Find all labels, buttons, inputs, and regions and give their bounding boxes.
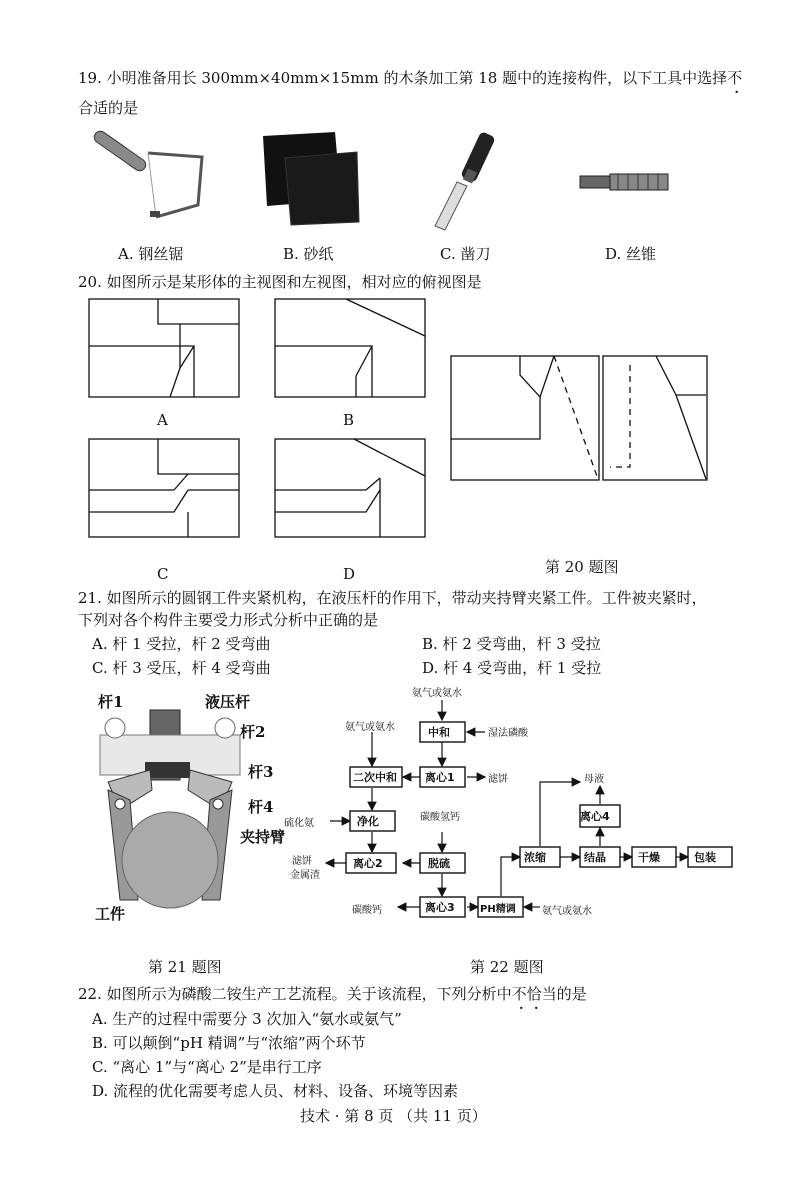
q20-view-b (274, 298, 426, 398)
q20-caption: 第 20 题图 (545, 558, 619, 576)
fc-centrifuge2: 离心2 (353, 857, 383, 870)
q21-option-d[interactable]: D. 杆 4 受弯曲，杆 1 受拉 (422, 659, 602, 677)
q22-caption: 第 22 题图 (470, 958, 544, 976)
fc-purify: 净化 (357, 815, 379, 828)
fc-pack: 包装 (694, 851, 716, 864)
label-workpiece: 工件 (95, 905, 126, 923)
page-footer: 技术 · 第 8 页 （共 11 页） (300, 1107, 487, 1125)
q19-stem (78, 66, 742, 90)
q20-view-d (274, 438, 426, 538)
q22-option-d[interactable]: D. 流程的优化需要考虑人员、材料、设备、环境等因素 (92, 1082, 459, 1100)
q19-emphasis: 不 (727, 69, 743, 87)
q22-option-c[interactable]: C. “离心 1”与“离心 2”是串行工序 (92, 1058, 322, 1076)
q22-stem (78, 982, 587, 1006)
q21-option-c[interactable]: C. 杆 3 受压，杆 4 受弯曲 (92, 659, 271, 677)
fc-neutralize: 中和 (428, 726, 450, 739)
fc-cake-metal-2: 金属渣 (290, 870, 320, 881)
tap-image (578, 170, 673, 200)
q22-flowchart (280, 680, 780, 920)
q21-option-a[interactable]: A. 杆 1 受拉，杆 2 受弯曲 (92, 635, 271, 653)
fc-crystallize: 结晶 (584, 851, 606, 864)
q19-stem-line2: 合适的是 (78, 99, 139, 117)
sandpaper-image (255, 130, 365, 225)
q20-stem: 20. 如图所示是某形体的主视图和左视图，相对应的俯视图是 (78, 273, 482, 291)
q19-stem-line1: 19. 小明准备用长 300mm×40mm×15mm 的木条加工第 18 题中的连接构件，以下工具中选择 (78, 69, 728, 87)
coping-saw-image (80, 135, 210, 225)
q20-label-a[interactable]: A (157, 411, 168, 429)
q20-front-view (450, 355, 602, 485)
q22-emphasis-1: 不 (511, 985, 527, 1003)
q22-emphasis-2: 恰 (526, 985, 542, 1003)
fc-ammonium-bicarb: 碳酸氢钙 (420, 812, 460, 823)
q20-view-a (88, 298, 240, 398)
label-clamp-arm: 夹持臂 (240, 828, 286, 846)
q21-stem-line1: 21. 如图所示的圆钢工件夹紧机构，在液压杆的作用下，带动夹持臂夹紧工件。工件被夹紧时， (78, 589, 707, 607)
fc-sulfide: 硫化氨 (284, 818, 314, 829)
fc-calcium-carbonate: 碳酸钙 (352, 905, 382, 916)
q21-caption: 第 21 题图 (148, 958, 222, 976)
q22-stem-post: 当的是 (541, 985, 587, 1003)
fc-mother-liquor: 母液 (584, 774, 604, 785)
fc-dry: 干燥 (638, 851, 660, 864)
q19-option-a[interactable]: A. 钢丝锯 (118, 245, 184, 263)
fc-filter-cake: 滤饼 (488, 774, 508, 785)
fc-centrifuge1: 离心1 (425, 771, 455, 784)
fc-top-input: 氨气或氨水 (412, 688, 462, 699)
fc-centrifuge3: 离心3 (425, 901, 455, 914)
label-rod4: 杆4 (248, 798, 274, 816)
q22-option-b[interactable]: B. 可以颠倒“pH 精调”与“浓缩”两个环节 (92, 1034, 366, 1052)
fc-concentrate: 浓缩 (524, 851, 546, 864)
fc-desulfur: 脱硫 (428, 857, 450, 870)
chisel-image (415, 130, 505, 240)
fc-second-neutralize: 二次中和 (353, 771, 397, 784)
q19-option-d[interactable]: D. 丝锥 (605, 245, 657, 263)
fc-centrifuge4: 离心4 (580, 810, 610, 823)
q20-left-view (602, 355, 712, 485)
q20-label-c[interactable]: C (157, 565, 169, 583)
q22-option-a[interactable]: A. 生产的过程中需要分 3 次加入“氨水或氨气” (92, 1010, 402, 1028)
label-rod3: 杆3 (248, 763, 274, 781)
q21-option-b[interactable]: B. 杆 2 受弯曲，杆 3 受拉 (422, 635, 601, 653)
q19-option-c[interactable]: C. 凿刀 (440, 245, 491, 263)
q22-stem-pre: 22. 如图所示为磷酸二铵生产工艺流程。关于该流程，下列分析中 (78, 985, 512, 1003)
q20-label-b[interactable]: B (343, 411, 355, 429)
fc-wet-acid: 湿法磷酸 (488, 728, 528, 739)
fc-left-input: 氨气或氨水 (345, 722, 395, 733)
label-rod1: 杆1 (98, 693, 124, 711)
label-hydraulic-rod: 液压杆 (205, 693, 251, 711)
q21-stem-line2: 下列对各个构件主要受力形式分析中正确的是 (78, 611, 379, 629)
q20-label-d[interactable]: D (343, 565, 356, 583)
q20-view-c (88, 438, 240, 538)
fc-right-input: 氨气或氨水 (542, 906, 592, 917)
label-rod2: 杆2 (240, 723, 266, 741)
q19-option-b[interactable]: B. 砂纸 (283, 245, 334, 263)
fc-ph-adjust: PH精调 (480, 904, 516, 915)
fc-cake-metal-1: 滤饼 (292, 856, 312, 867)
